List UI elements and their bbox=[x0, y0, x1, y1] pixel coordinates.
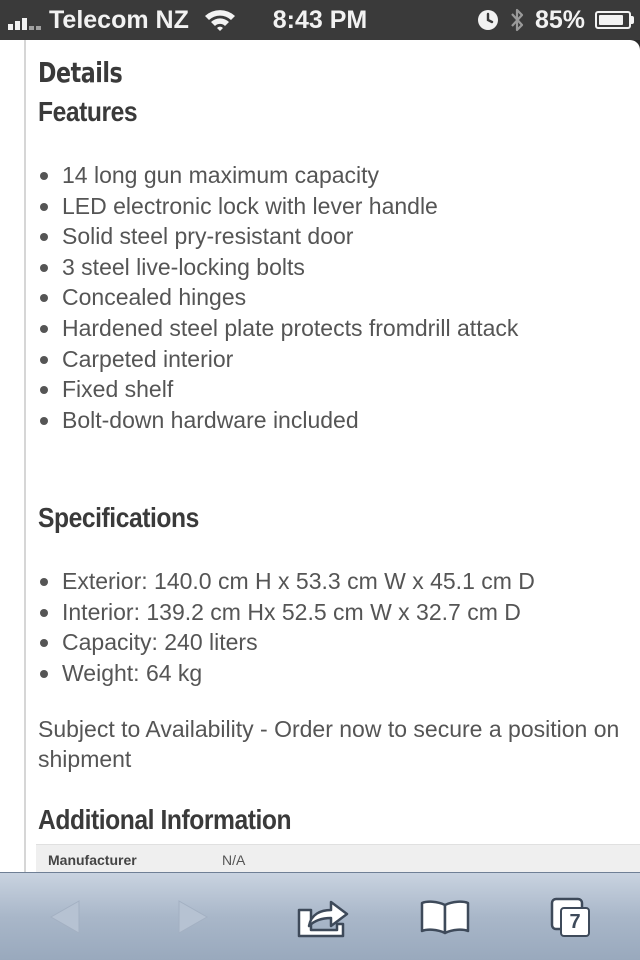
specification-item: Exterior: 140.0 cm H x 53.3 cm W x 45.1 cm D bbox=[38, 566, 535, 597]
feature-item: Carpeted interior bbox=[38, 344, 518, 375]
status-bar bbox=[0, 0, 640, 40]
share-button[interactable] bbox=[288, 873, 358, 960]
share-icon bbox=[297, 896, 349, 938]
browser-toolbar bbox=[0, 872, 640, 960]
forward-button[interactable] bbox=[158, 873, 228, 960]
details-heading: Details bbox=[38, 56, 123, 89]
back-arrow-icon bbox=[45, 897, 85, 937]
feature-item: Bolt-down hardware included bbox=[38, 405, 518, 436]
feature-item: LED electronic lock with lever handle bbox=[38, 191, 518, 222]
specifications-heading: Specifications bbox=[38, 502, 199, 533]
specification-item: Interior: 139.2 cm Hx 52.5 cm W x 32.7 cm D bbox=[38, 597, 535, 628]
battery-percentage: 85% bbox=[534, 5, 585, 34]
battery-icon bbox=[595, 11, 634, 29]
bookmarks-icon bbox=[419, 899, 471, 935]
bluetooth-icon bbox=[509, 6, 525, 34]
wifi-icon bbox=[203, 7, 237, 33]
status-time: 8:43 PM bbox=[272, 5, 368, 34]
info-value: N/A bbox=[222, 851, 246, 868]
specifications-list bbox=[38, 566, 535, 688]
specification-item: Capacity: 240 liters bbox=[38, 627, 535, 658]
carrier-name: Telecom NZ bbox=[49, 5, 189, 34]
info-key: Manufacturer bbox=[48, 851, 137, 868]
additional-info-row bbox=[36, 844, 640, 872]
signal-strength-icon bbox=[8, 10, 41, 30]
battery-fill bbox=[599, 15, 623, 25]
page-left-border bbox=[24, 40, 26, 872]
feature-item: Fixed shelf bbox=[38, 374, 518, 405]
back-button[interactable] bbox=[30, 873, 100, 960]
tabs-count-badge: 7 bbox=[560, 907, 590, 937]
feature-item: Hardened steel plate protects fromdrill attack bbox=[38, 313, 518, 344]
forward-arrow-icon bbox=[173, 897, 213, 937]
feature-item: Concealed hinges bbox=[38, 282, 518, 313]
tabs-button[interactable] bbox=[540, 873, 610, 960]
feature-item: 3 steel live-locking bolts bbox=[38, 252, 518, 283]
feature-item: 14 long gun maximum capacity bbox=[38, 160, 518, 191]
bookmarks-button[interactable] bbox=[408, 873, 482, 960]
feature-item: Solid steel pry-resistant door bbox=[38, 221, 518, 252]
additional-information-heading: Additional Information bbox=[38, 804, 292, 835]
features-list bbox=[38, 160, 518, 435]
features-heading: Features bbox=[38, 96, 138, 127]
web-page-viewport[interactable] bbox=[0, 40, 640, 872]
alarm-clock-icon bbox=[477, 9, 499, 31]
specification-item: Weight: 64 kg bbox=[38, 658, 535, 689]
availability-notice: Subject to Availability - Order now to secure a position on shipment bbox=[38, 716, 620, 772]
